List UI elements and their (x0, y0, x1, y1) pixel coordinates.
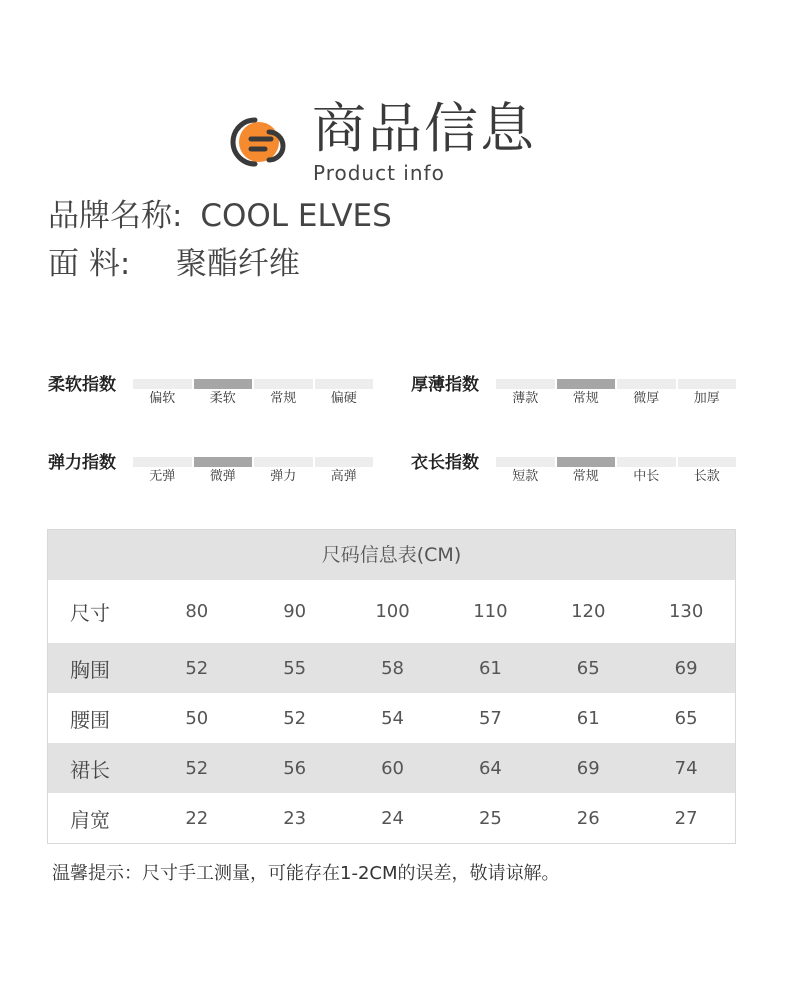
scale-segment (315, 379, 374, 389)
table-cell: 54 (381, 707, 404, 729)
table-row (48, 793, 735, 843)
table-cell: 52 (185, 757, 209, 779)
row-header: 胸围 (70, 657, 110, 682)
table-cell: 61 (576, 707, 600, 729)
scale-option: 中长 (633, 469, 660, 484)
scale-option: 柔软 (209, 391, 236, 406)
table-cell: 100 (375, 601, 410, 622)
brand-label: 品牌名称: (48, 198, 183, 234)
table-cell: 56 (283, 757, 307, 779)
length-scale (411, 452, 741, 502)
scale-segment (496, 379, 555, 389)
scale-option: 常规 (270, 391, 297, 406)
fabric-value: 聚酯纤维 (175, 246, 300, 282)
scale-label: 衣长指数 (411, 453, 479, 473)
table-cell: 52 (283, 707, 307, 729)
table-row (48, 580, 735, 643)
table-cell: 27 (674, 807, 698, 829)
table-cell: 65 (576, 657, 600, 679)
scale-segment (617, 457, 676, 467)
scale-option: 常规 (572, 469, 599, 484)
scale-segment (194, 457, 253, 467)
scale-option: 薄款 (512, 391, 539, 406)
scale-segment (496, 457, 555, 467)
measurement-note: 温馨提示：尺寸手工测量，可能存在1-2CM的误差，敬请谅解。 (52, 863, 560, 884)
scale-option: 微弹 (209, 469, 236, 484)
thickness-scale (411, 374, 741, 424)
scale-label: 弹力指数 (48, 453, 116, 473)
scale-option: 短款 (512, 469, 539, 484)
softness-scale (48, 374, 378, 424)
brand-value: COOL ELVES (200, 198, 392, 234)
scale-option: 微厚 (633, 391, 660, 406)
table-row (48, 643, 735, 693)
scale-option: 弹力 (270, 469, 297, 484)
scale-segment (678, 457, 737, 467)
table-row (48, 743, 735, 793)
scale-segment (678, 379, 737, 389)
table-cell: 60 (381, 757, 404, 779)
table-cell: 90 (283, 601, 307, 622)
table-cell: 120 (571, 601, 606, 622)
scale-segment (315, 457, 374, 467)
scale-option: 偏软 (149, 391, 176, 406)
table-cell: 58 (381, 657, 404, 679)
size-table (47, 529, 736, 844)
brand-row (48, 196, 392, 236)
row-header: 尺寸 (70, 601, 110, 625)
scale-option: 加厚 (693, 391, 720, 406)
scale-segment (254, 457, 313, 467)
table-cell: 50 (185, 707, 209, 729)
scale-option: 常规 (572, 391, 599, 406)
scale-label: 厚薄指数 (411, 375, 479, 395)
scale-segment (617, 379, 676, 389)
scale-option: 高弹 (330, 469, 357, 484)
table-cell: 65 (674, 707, 698, 729)
table-cell: 69 (674, 657, 698, 679)
scale-segment (194, 379, 253, 389)
table-cell: 23 (283, 807, 307, 829)
table-cell: 25 (478, 807, 502, 829)
row-header: 肩宽 (70, 807, 110, 832)
scale-segment (254, 379, 313, 389)
table-cell: 64 (478, 757, 502, 779)
scale-option: 无弹 (149, 469, 176, 484)
table-row (48, 693, 735, 743)
size-table-caption: 尺码信息表(CM) (48, 530, 735, 580)
scale-segment (133, 457, 192, 467)
elasticity-scale (48, 452, 378, 502)
scale-segment (133, 379, 192, 389)
table-cell: 24 (381, 807, 404, 829)
table-cell: 22 (185, 807, 209, 829)
table-cell: 74 (674, 757, 698, 779)
scale-label: 柔软指数 (48, 375, 116, 395)
fabric-label: 面 料: (48, 246, 131, 282)
product-info-logo-icon (229, 110, 295, 176)
fabric-row (48, 244, 300, 284)
section-title: 商品信息 (312, 97, 536, 160)
table-cell: 130 (668, 601, 704, 622)
table-cell: 61 (478, 657, 502, 679)
table-cell: 69 (576, 757, 600, 779)
table-cell: 26 (576, 807, 600, 829)
row-header: 裙长 (70, 757, 110, 782)
scale-segment (557, 379, 616, 389)
section-subtitle: Product info (313, 161, 445, 185)
table-cell: 52 (185, 657, 209, 679)
scale-option: 偏硬 (330, 391, 357, 406)
table-cell: 55 (283, 657, 307, 679)
table-cell: 57 (478, 707, 502, 729)
table-cell: 110 (473, 601, 508, 622)
scale-option: 长款 (693, 469, 720, 484)
scale-segment (557, 457, 616, 467)
table-cell: 80 (185, 601, 209, 622)
row-header: 腰围 (70, 707, 110, 732)
